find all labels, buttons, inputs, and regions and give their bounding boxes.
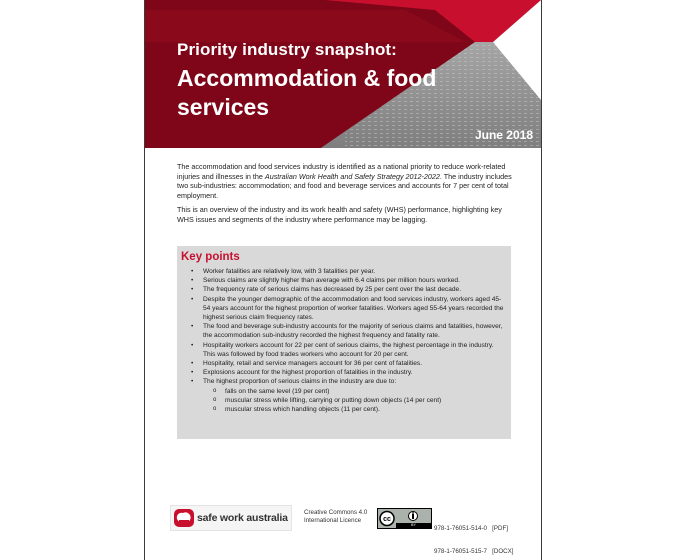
sub-list-item [203, 405, 505, 414]
bullet-icon: • [191, 323, 194, 331]
header-banner [145, 0, 541, 152]
list-item [177, 285, 511, 294]
creative-commons-badge [377, 508, 432, 529]
list-item [177, 341, 511, 359]
intro-text: . The industry includes two sub-industries: accommodation; and food and beverage services and accounts for 7 per cent of total employment. [177, 171, 512, 200]
key-points-box [177, 246, 511, 439]
circle-bullet-icon: o [213, 406, 217, 413]
footer [145, 500, 541, 555]
list-item-text: Serious claims are slightly higher than average with 6.4 claims per million hours worked. [203, 277, 460, 285]
title-line-2: Accommodation & food services [177, 65, 437, 120]
list-item-text: Hospitality, retail and service managers account for 36 per cent of fatalities. [203, 360, 423, 368]
licence-line-2: International Licence [304, 516, 362, 524]
licence-line-1: Creative Commons 4.0 [304, 509, 368, 516]
list-item-text: The frequency rate of serious claims has decreased by 25 per cent over the last decade. [203, 286, 462, 294]
list-item [177, 359, 511, 368]
isbn-pdf: 978-1-76051-514-0 [PDF] [434, 524, 508, 532]
isbn-docx: 978-1-76051-515-7 [DOCX] [434, 547, 514, 555]
bullet-icon: • [191, 268, 194, 275]
list-item [177, 276, 511, 285]
circle-bullet-icon: o [213, 387, 217, 394]
bullet-icon: • [191, 286, 194, 294]
list-item-text: Hospitality workers account for 22 per cent of serious claims, the highest percentage in the industry. This was followed by food trades workers who account for 20 per cent. [203, 341, 494, 358]
list-item [177, 377, 511, 414]
circle-bullet-icon: o [213, 396, 217, 403]
sub-list-item-text: muscular stress while lifting, carrying or putting down objects (14 per cent) [225, 396, 442, 404]
intro-section [177, 162, 517, 230]
bullet-icon: • [191, 295, 194, 303]
sub-list-item-text: muscular stress which handling objects (11 per cent). [225, 406, 380, 414]
bullet-icon: • [191, 360, 194, 368]
title-line-1: Priority industry snapshot: [177, 40, 397, 59]
list-item-text: Explosions account for the highest proportion of fatalities in the industry. [203, 369, 413, 377]
bullet-icon: • [191, 277, 194, 285]
safe-work-australia-logo [170, 505, 292, 531]
sub-list-item-text: falls on the same level (19 per cent) [225, 387, 330, 395]
list-item [177, 295, 511, 323]
list-item-text: Despite the younger demographic of the accommodation and food services industry, workers aged 45-54 years account for the highest proportion of worker fatalities. Workers aged 55-64 years recorded the highest serious claim frequency rates. [203, 295, 504, 322]
logo-text: safe work australia [197, 512, 288, 524]
list-item [177, 368, 511, 377]
list-item-text: Worker fatalities are relatively low, with 3 fatalities per year. [203, 268, 376, 275]
intro-paragraph-1 [177, 162, 517, 200]
list-item-text: The food and beverage sub-industry accounts for the majority of serious claims and fatalities, however, the accommodation sub-industry recorded the highest frequency and fatality rate. [203, 323, 503, 340]
isbn-numbers [434, 509, 513, 560]
list-item [177, 267, 511, 276]
bullet-icon: • [191, 378, 194, 386]
list-item [177, 322, 511, 340]
document-page [144, 0, 542, 560]
svg-text:cc: cc [383, 516, 391, 523]
strategy-title: Australian Work Health and Safety Strategy 2012-2022 [264, 171, 440, 181]
intro-text: The accommodation and food services industry is identified as a national priority to reduce work-related injuries and illnesses in the [177, 162, 506, 181]
key-points-list [177, 267, 511, 414]
publication-date: June 2018 [474, 128, 533, 142]
australia-map-icon [173, 508, 195, 528]
sub-list [203, 387, 505, 415]
intro-paragraph-2: This is an overview of the industry and its work health and safety (WHS) performance, highlighting key WHS issues and segments of the industry where performance may be lagging. [177, 205, 502, 224]
list-item-text: The highest proportion of serious claims in the industry are due to: [203, 378, 397, 386]
licence-text [304, 509, 367, 525]
sub-list-item [203, 387, 505, 396]
bullet-icon: • [191, 369, 194, 377]
bullet-icon: • [191, 341, 194, 349]
key-points-title: Key points [181, 251, 240, 263]
by-label: BY [396, 523, 431, 528]
sub-list-item [203, 396, 505, 405]
